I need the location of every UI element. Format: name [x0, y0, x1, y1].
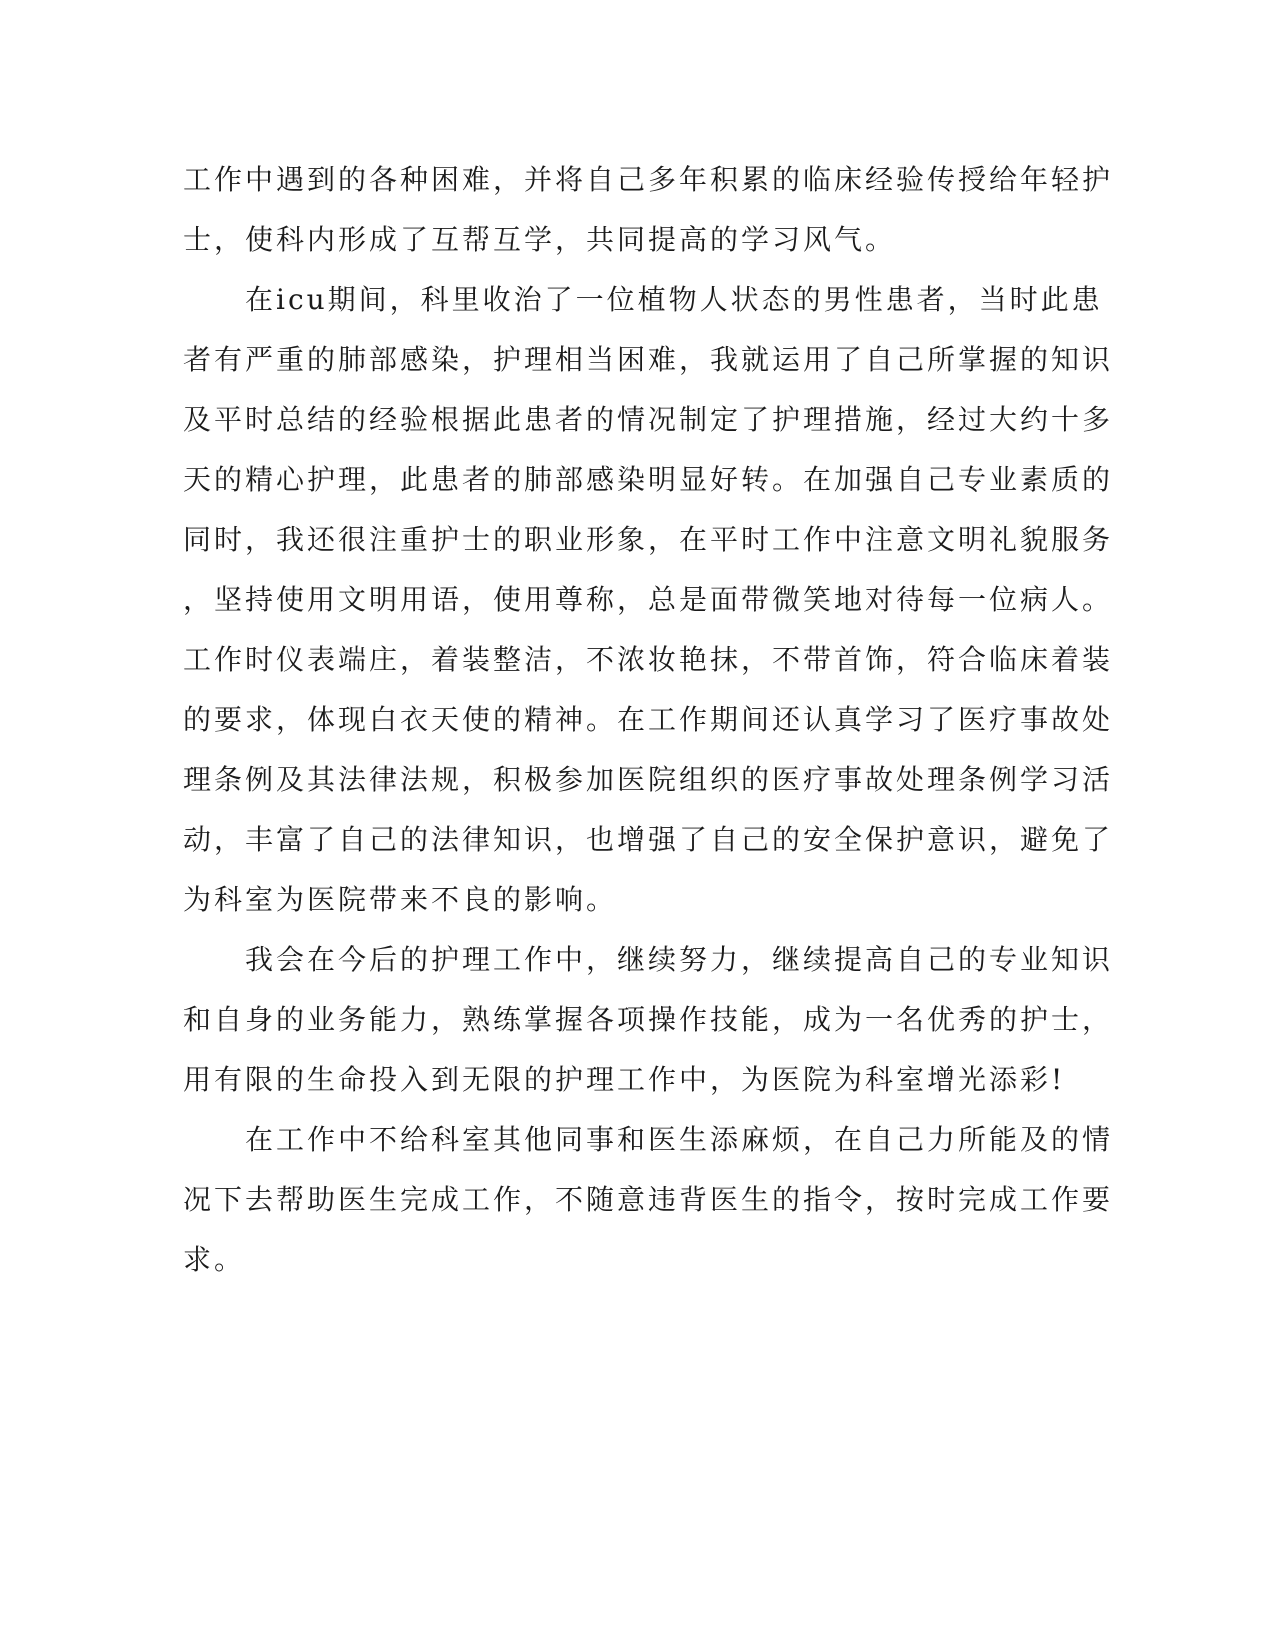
paragraph-2 — [183, 270, 1114, 930]
text-line: 况下去帮助医生完成工作，不随意违背医生的指令，按时完成工作要 — [183, 1183, 1114, 1216]
text-line: 及平时总结的经验根据此患者的情况制定了护理措施，经过大约十多 — [183, 403, 1114, 436]
text-line: 者有严重的肺部感染，护理相当困难，我就运用了自己所掌握的知识 — [183, 343, 1114, 376]
text-line: 在icu期间，科里收治了一位植物人状态的男性患者，当时此患 — [183, 283, 1103, 316]
paragraph-3 — [183, 930, 1114, 1110]
text-line: 和自身的业务能力，熟练掌握各项操作技能，成为一名优秀的护士， — [183, 1003, 1114, 1036]
text-line: 工作时仪表端庄，着装整洁，不浓妆艳抹，不带首饰，符合临床着装 — [183, 643, 1114, 676]
text-line: 的要求，体现白衣天使的精神。在工作期间还认真学习了医疗事故处 — [183, 703, 1114, 736]
paragraph-4 — [183, 1110, 1114, 1290]
text-line: 工作中遇到的各种困难，并将自己多年积累的临床经验传授给年轻护 — [183, 163, 1114, 196]
text-line: 士，使科内形成了互帮互学，共同提高的学习风气。 — [183, 223, 897, 256]
text-line: 动，丰富了自己的法律知识，也增强了自己的安全保护意识，避免了 — [183, 823, 1114, 856]
text-line: 为科室为医院带来不良的影响。 — [183, 883, 618, 916]
text-line: 求。 — [183, 1243, 246, 1276]
document-body — [183, 150, 1114, 1290]
paragraph-1 — [183, 150, 1114, 270]
text-line: 用有限的生命投入到无限的护理工作中，为医院为科室增光添彩! — [183, 1063, 1066, 1096]
text-line: 在工作中不给科室其他同事和医生添麻烦，在自己力所能及的情 — [183, 1123, 1114, 1156]
text-line: 同时，我还很注重护士的职业形象，在平时工作中注意文明礼貌服务 — [183, 523, 1114, 556]
text-line: ，坚持使用文明用语，使用尊称，总是面带微笑地对待每一位病人。 — [183, 583, 1114, 616]
text-line: 我会在今后的护理工作中，继续努力，继续提高自己的专业知识 — [183, 943, 1114, 976]
text-line: 天的精心护理，此患者的肺部感染明显好转。在加强自己专业素质的 — [183, 463, 1114, 496]
text-line: 理条例及其法律法规，积极参加医院组织的医疗事故处理条例学习活 — [183, 763, 1114, 796]
